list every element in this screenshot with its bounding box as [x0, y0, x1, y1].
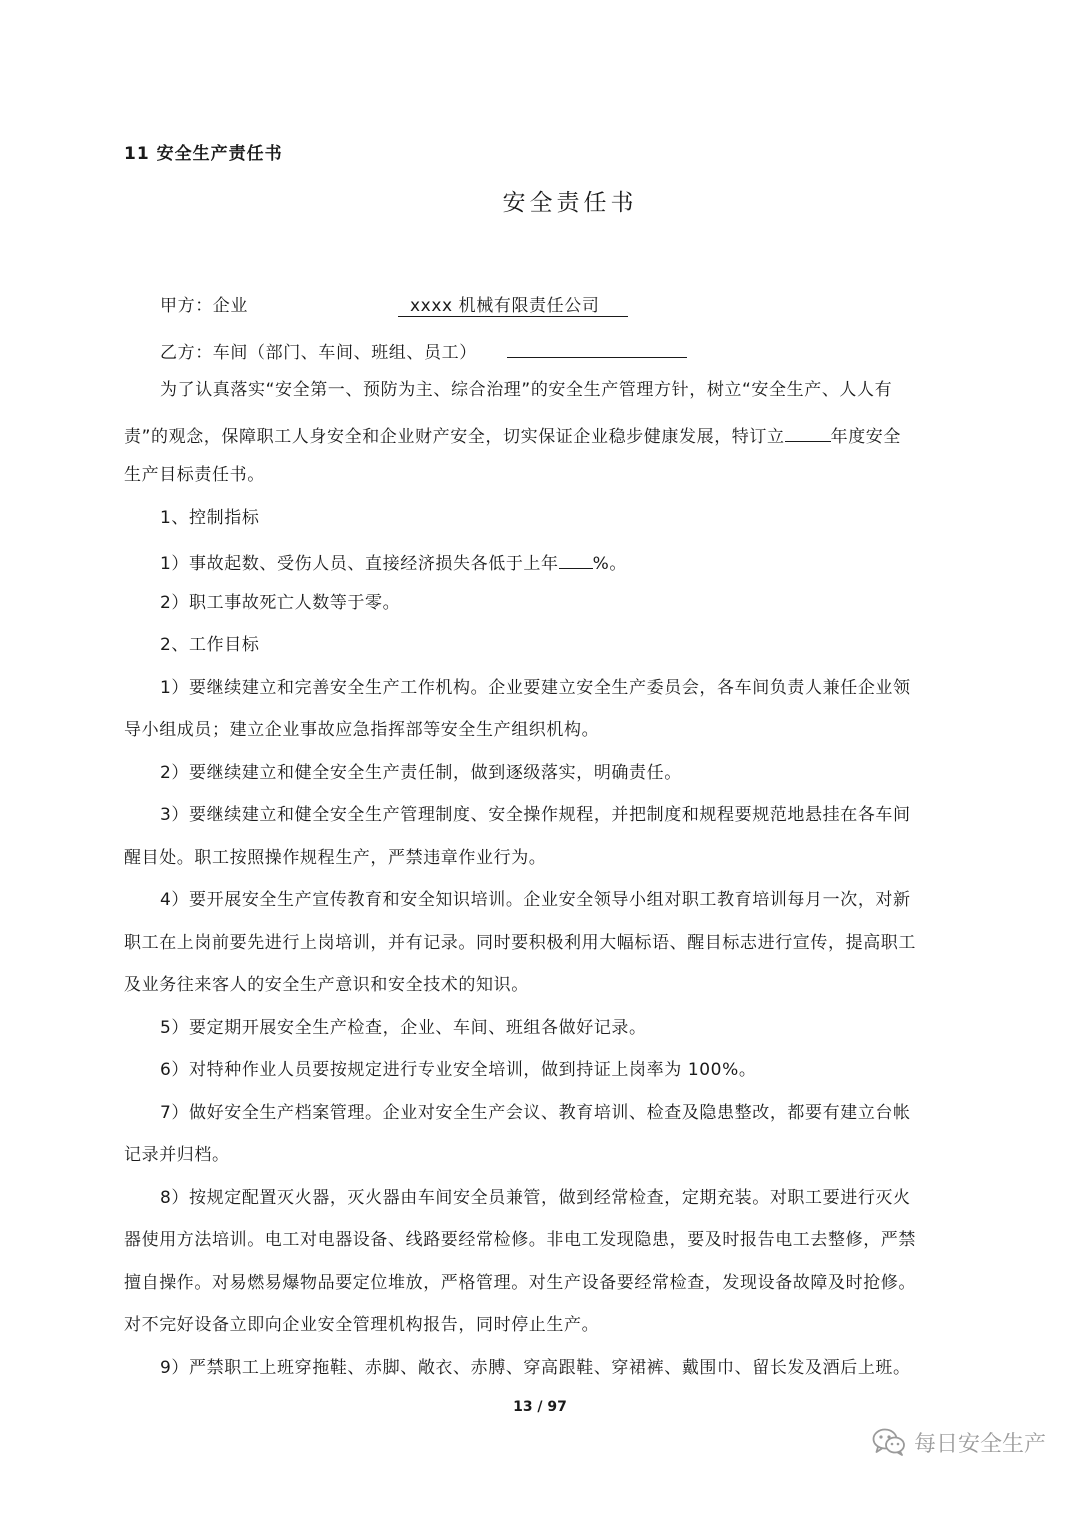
goal-5: 5）要定期开展安全生产检查，企业、车间、班组各做好记录。 — [160, 1018, 647, 1038]
goal-7-line-2: 记录并归档。 — [124, 1145, 230, 1165]
intro-line-2-tail: 年度安全 — [830, 427, 902, 447]
party-b-blank — [507, 339, 687, 358]
goal-4-line-3: 及业务往来客人的安全生产意识和安全技术的知识。 — [124, 975, 529, 995]
wechat-icon — [872, 1428, 906, 1456]
goal-6: 6）对特种作业人员要按规定进行专业安全培训，做到持证上岗率为 100%。 — [160, 1060, 757, 1080]
party-a-label: 甲方：企业 — [160, 296, 248, 316]
intro-line-1: 为了认真落实“安全第一、预防为主、综合治理”的安全生产管理方针，树立“安全生产、人人有 — [160, 380, 893, 400]
section-heading: 11 安全生产责任书 — [124, 144, 283, 164]
watermark — [872, 1425, 1046, 1459]
goal-4-line-2: 职工在上岗前要先进行上岗培训，并有记录。同时要积极利用大幅标语、醒目标志进行宣传，提高职工 — [124, 933, 916, 953]
goal-3-line-1: 3）要继续建立和健全安全生产管理制度、安全操作规程，并把制度和规程要规范地悬挂在各车间 — [160, 805, 911, 825]
party-b-label: 乙方：车间（部门、车间、班组、员工） — [160, 343, 477, 363]
watermark-text: 每日安全生产 — [913, 1431, 1046, 1457]
party-a-company: xxxx 机械有限责任公司 — [398, 296, 628, 317]
year-blank — [785, 423, 831, 442]
control-item-1 — [124, 550, 977, 572]
goal-9: 9）严禁职工上班穿拖鞋、赤脚、敞衣、赤膊、穿高跟鞋、穿裙裤、戴围巾、留长发及酒后上班。 — [160, 1358, 911, 1378]
goal-3-line-2: 醒目处。职工按照操作规程生产，严禁违章作业行为。 — [124, 848, 547, 868]
goal-8-line-2: 器使用方法培训。电工对电器设备、线路要经常检修。非电工发现隐患，要及时报告电工去整修，严禁 — [124, 1230, 916, 1250]
goal-1-line-1: 1）要继续建立和完善安全生产工作机构。企业要建立安全生产委员会，各车间负责人兼任企业领 — [160, 678, 911, 698]
control-item-1-text: 1）事故起数、受伤人员、直接经济损失各低于上年 — [160, 554, 559, 574]
goal-7-line-1: 7）做好安全生产档案管理。企业对安全生产会议、教育培训、检查及隐患整改，都要有建立台帐 — [160, 1103, 911, 1123]
section-1-heading: 1、控制指标 — [160, 508, 260, 528]
intro-line-2 — [124, 423, 977, 445]
goal-1-line-2: 导小组成员；建立企业事故应急指挥部等安全生产组织机构。 — [124, 720, 600, 740]
control-item-2: 2）职工事故死亡人数等于零。 — [160, 593, 401, 613]
goal-2: 2）要继续建立和健全安全生产责任制，做到逐级落实，明确责任。 — [160, 763, 682, 783]
goal-4-line-1: 4）要开展安全生产宣传教育和安全知识培训。企业安全领导小组对职工教育培训每月一次，对新 — [160, 890, 911, 910]
party-b-line — [124, 339, 977, 361]
goal-8-line-4: 对不完好设备立即向企业安全管理机构报告，同时停止生产。 — [124, 1315, 600, 1335]
intro-line-3: 生产目标责任书。 — [124, 465, 265, 485]
document-title: 安全责任书 — [502, 190, 638, 216]
goal-8-line-1: 8）按规定配置灭火器，灭火器由车间安全员兼管，做到经常检查，定期充装。对职工要进行灭火 — [160, 1188, 911, 1208]
goal-8-line-3: 擅自操作。对易燃易爆物品要定位堆放，严格管理。对生产设备要经常检查，发现设备故障及时抢修。 — [124, 1273, 916, 1293]
section-2-heading: 2、工作目标 — [160, 635, 260, 655]
page-number: 13 / 97 — [513, 1399, 567, 1415]
percent-blank — [559, 550, 593, 569]
control-item-1-tail: %。 — [592, 554, 627, 574]
party-a-line — [124, 296, 977, 318]
intro-line-2-text: 责”的观念，保障职工人身安全和企业财产安全，切实保证企业稳步健康发展，特订立 — [124, 427, 785, 447]
